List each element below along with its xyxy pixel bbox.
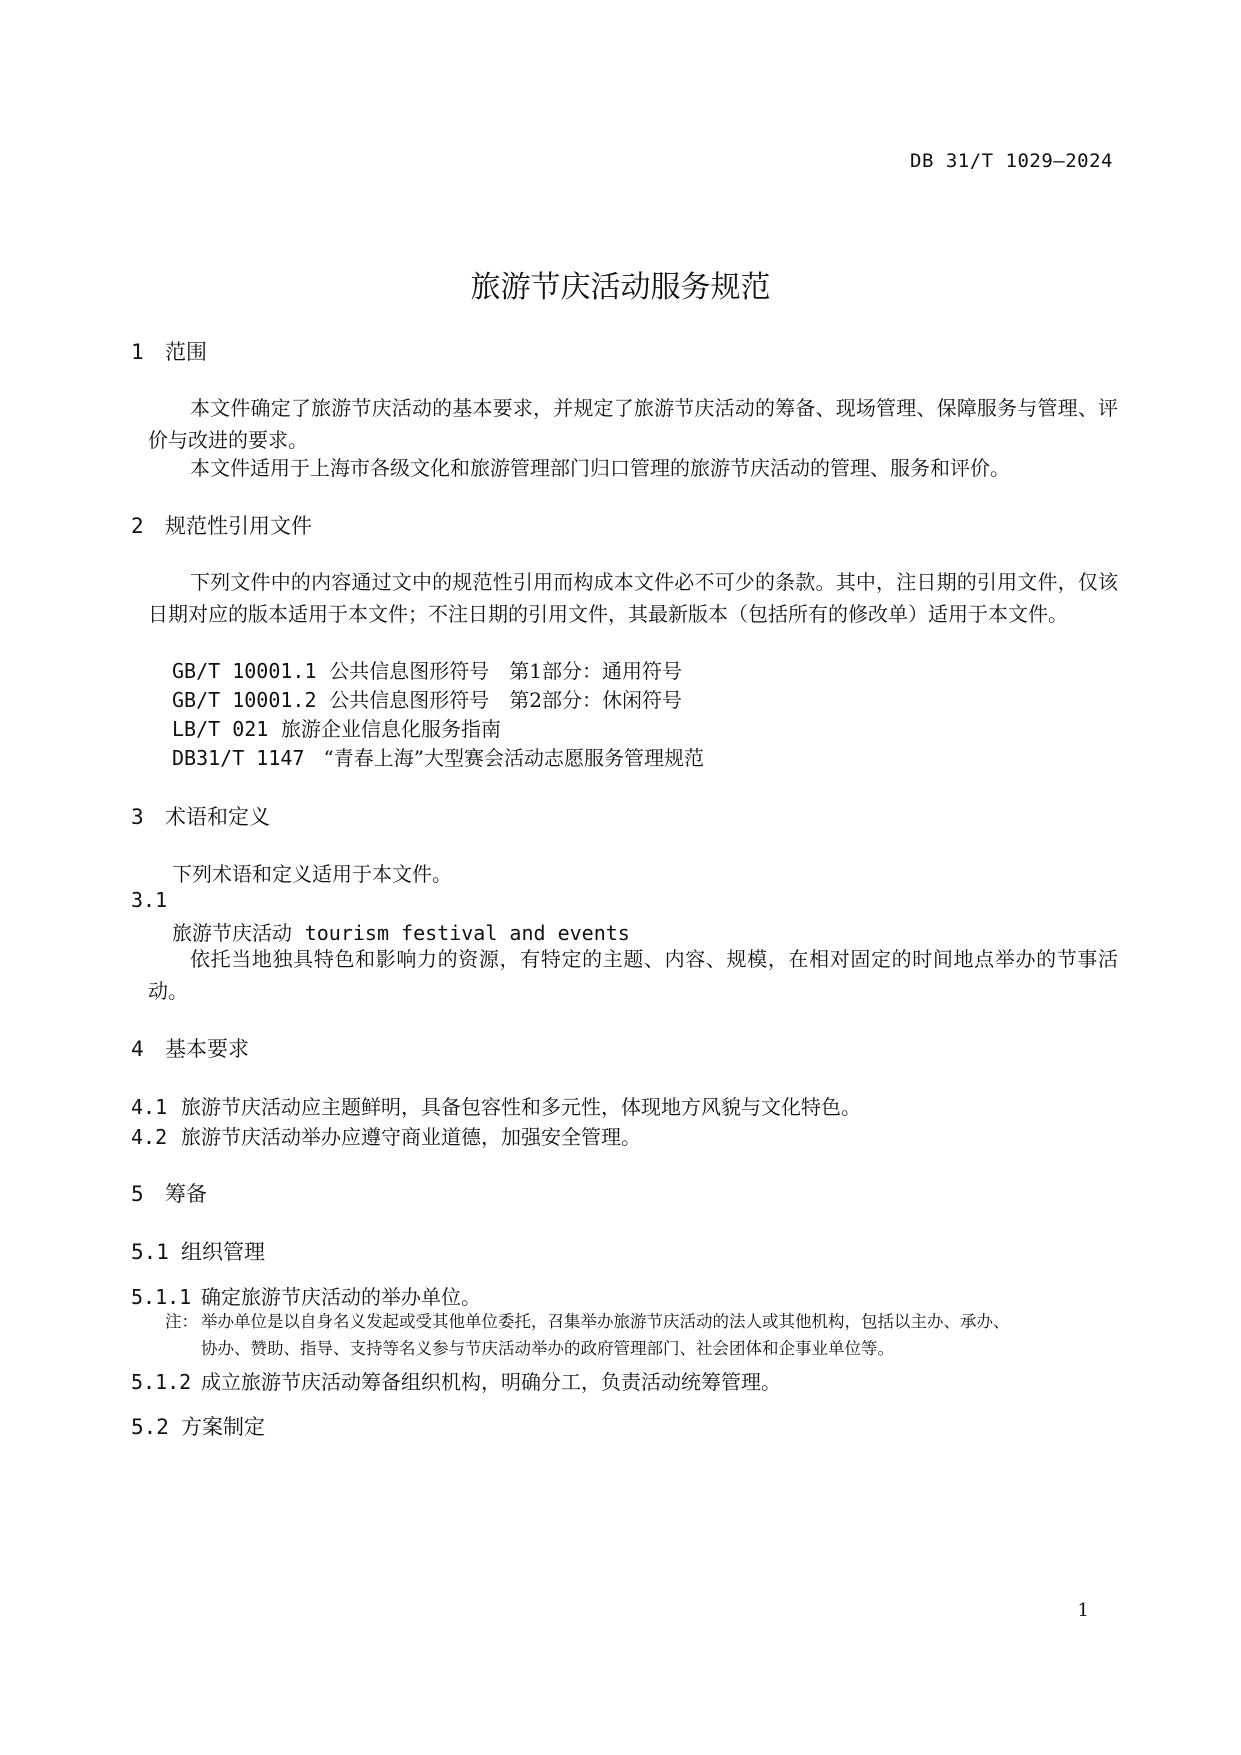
section-3-paragraph-1: 下列术语和定义适用于本文件。 [172,862,452,886]
reference-item [172,713,501,742]
reference-item [172,684,682,713]
clause-4-1 [131,1091,861,1120]
section-title: 筹备 [165,1182,207,1206]
reference-code: GB/T 10001.2 [172,688,317,712]
section-number: 3 [131,805,144,829]
section-1-paragraph-1: 本文件确定了旅游节庆活动的基本要求，并规定了旅游节庆活动的筹备、现场管理、保障服务与管理、评价与改进的要求。 [148,396,1118,452]
subsection-number: 5.2 [131,1415,169,1439]
reference-item [172,742,704,771]
note-label: 注： [165,1312,198,1331]
subsection-title: 组织管理 [181,1240,265,1264]
term-english: tourism festival and events [304,921,630,945]
section-number: 1 [131,340,144,364]
note [165,1308,1010,1336]
section-3-heading [131,801,270,831]
note-line-2: 协办、赞助、指导、支持等名义参与节庆活动举办的政府管理部门、社会团体和企事业单位等。 [201,1339,894,1358]
section-title: 范围 [165,340,207,364]
page-number: 1 [1077,1600,1089,1621]
reference-name: 公共信息图形符号 第2部分：休闲符号 [329,688,682,712]
reference-name: 公共信息图形符号 第1部分：通用符号 [329,659,682,683]
clause-number: 5.1.2 [131,1370,192,1394]
subsection-title: 方案制定 [181,1415,265,1439]
section-title: 术语和定义 [165,805,270,829]
clause-number: 4.2 [131,1125,168,1149]
clause-4-2 [131,1121,641,1150]
clause-5-1-1 [131,1281,481,1310]
page-title: 旅游节庆活动服务规范 [470,270,771,305]
term-chinese: 旅游节庆活动 [172,921,292,945]
reference-item [172,655,682,684]
section-4-heading [131,1033,249,1063]
section-title: 规范性引用文件 [165,514,312,538]
clause-text: 旅游节庆活动举办应遵守商业道德，加强安全管理。 [181,1125,641,1149]
term-definition: 依托当地独具特色和影响力的资源，有特定的主题、内容、规模，在相对固定的时间地点举办的节事活动。 [148,947,1118,1003]
reference-name: “青春上海”大型赛会活动志愿服务管理规范 [323,746,704,770]
section-title: 基本要求 [165,1037,249,1061]
section-number: 5 [131,1182,144,1206]
subsection-5-1-heading [131,1236,265,1266]
term-number: 3.1 [131,888,168,912]
clause-text: 确定旅游节庆活动的举办单位。 [201,1285,481,1309]
section-number: 4 [131,1037,144,1061]
clause-text: 旅游节庆活动应主题鲜明，具备包容性和多元性，体现地方风貌与文化特色。 [181,1095,861,1119]
reference-code: GB/T 10001.1 [172,659,317,683]
subsection-number: 5.1 [131,1240,169,1264]
clause-text: 成立旅游节庆活动筹备组织机构，明确分工，负责活动统筹管理。 [201,1370,781,1394]
section-number: 2 [131,514,144,538]
section-1-heading [131,336,207,366]
term-entry [172,917,630,946]
clause-number: 5.1.1 [131,1285,192,1309]
clause-5-1-2 [131,1366,781,1395]
reference-code: LB/T 021 [172,717,269,741]
clause-number: 4.1 [131,1095,168,1119]
reference-code: DB31/T 1147 [172,746,305,770]
note-line-1: 举办单位是以自身名义发起或受其他单位委托，召集举办旅游节庆活动的法人或其他机构，包括以主办、承办、 [201,1312,1010,1331]
section-1-paragraph-2: 本文件适用于上海市各级文化和旅游管理部门归口管理的旅游节庆活动的管理、服务和评价。 [190,456,1010,480]
section-2-paragraph-1: 下列文件中的内容通过文中的规范性引用而构成本文件必不可少的条款。其中，注日期的引用文件，仅该日期对应的版本适用于本文件；不注日期的引用文件，其最新版本（包括所有的修改单）适用于本文件。 [148,570,1118,626]
document-number: DB 31/T 1029—2024 [910,150,1113,172]
section-2-heading [131,510,312,540]
subsection-5-2-heading [131,1411,265,1441]
section-5-heading [131,1178,207,1208]
reference-name: 旅游企业信息化服务指南 [281,717,502,741]
